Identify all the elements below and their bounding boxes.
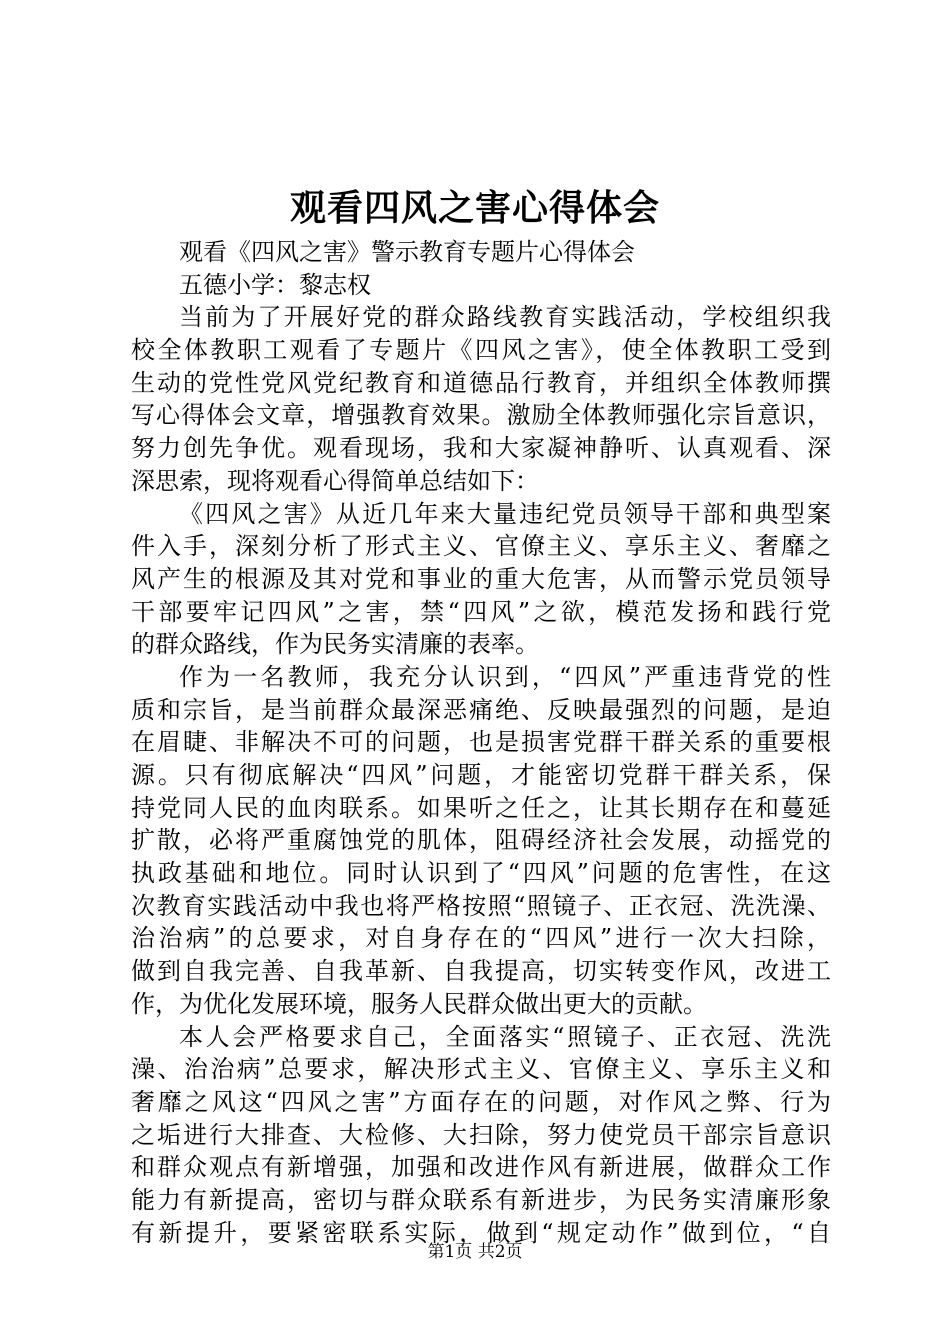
text-line: 风产生的根源及其对党和事业的重大危害，从而警示党员领导 [131,564,831,593]
text-line: 奢靡之风这“四风之害”方面存在的问题，对作风之弊、行为 [131,1087,831,1116]
text-line: 扩散，必将严重腐蚀党的肌体，阻碍经济社会发展，动摇党的 [131,826,831,855]
text-line: 努力创先争优。观看现场，我和大家凝神静听、认真观看、深 [131,434,831,463]
text-line: 能力有新提高，密切与群众联系有新进步，为民务实清廉形象 [131,1185,831,1214]
text-line: 生动的党性党风党纪教育和道德品行教育，并组织全体教师撰 [131,368,831,397]
text-line: 《四风之害》从近几年来大量违纪党员领导干部和典型案 [179,499,831,528]
text-line: 做到自我完善、自我革新、自我提高，切实转变作风，改进工 [131,957,831,986]
text-line: 写心得体会文章，增强教育效果。激励全体教师强化宗旨意识， [131,401,831,430]
text-line: 有新提升，要紧密联系实际，做到“规定动作”做到位，“自 [131,1218,831,1247]
text-line: 在眉睫、非解决不可的问题，也是损害党群干群关系的重要根 [131,728,831,757]
page-footer: 第1页 共2页 [427,1242,523,1262]
text-line: 源。只有彻底解决“四风”问题，才能密切党群干群关系，保 [131,761,831,789]
text-line: 本人会严格要求自己，全面落实“照镜子、正衣冠、洗洗 [179,1022,831,1051]
text-line: 治治病”的总要求，对自身存在的“四风”进行一次大扫除， [131,924,831,953]
text-line: 澡、治治病”总要求，解决形式主义、官僚主义、享乐主义和 [131,1055,831,1084]
text-line: 干部要牢记四风”之害，禁“四风”之欲，模范发扬和践行党 [131,597,831,626]
text-line: 深思索，现将观看心得简单总结如下： [131,466,539,495]
text-line: 校全体教职工观看了专题片《四风之害》，使全体教职工受到 [131,336,831,365]
text-line: 件入手，深刻分析了形式主义、官僚主义、享乐主义、奢靡之 [131,532,831,561]
document-body [131,236,831,1249]
text-line: 和群众观点有新增强，加强和改进作风有新进展，做群众工作 [131,1153,831,1182]
text-line: 当前为了开展好党的群众路线教育实践活动，学校组织我 [179,303,831,332]
text-line: 作，为优化发展环境，服务人民群众做出更大的贡献。 [131,989,707,1018]
text-line: 观看《四风之害》警示教育专题片心得体会 [179,238,635,266]
text-line: 五德小学：黎志权 [179,270,371,299]
text-line: 作为一名教师，我充分认识到，“四风”严重违背党的性 [179,662,831,691]
text-line: 之垢进行大排查、大检修、大扫除，努力使党员干部宗旨意识 [131,1120,831,1149]
text-line: 次教育实践活动中我也将严格按照“照镜子、正衣冠、洗洗澡、 [131,891,831,920]
text-line: 执政基础和地位。同时认识到了“四风”问题的危害性，在这 [131,859,831,888]
document-title: 观看四风之害心得体会 [289,187,660,229]
text-line: 持党同人民的血肉联系。如果听之任之，让其长期存在和蔓延 [131,793,831,822]
text-line: 的群众路线，作为民务实清廉的表率。 [131,630,539,659]
text-line: 质和宗旨，是当前群众最深恶痛绝、反映最强烈的问题，是迫 [131,695,831,724]
